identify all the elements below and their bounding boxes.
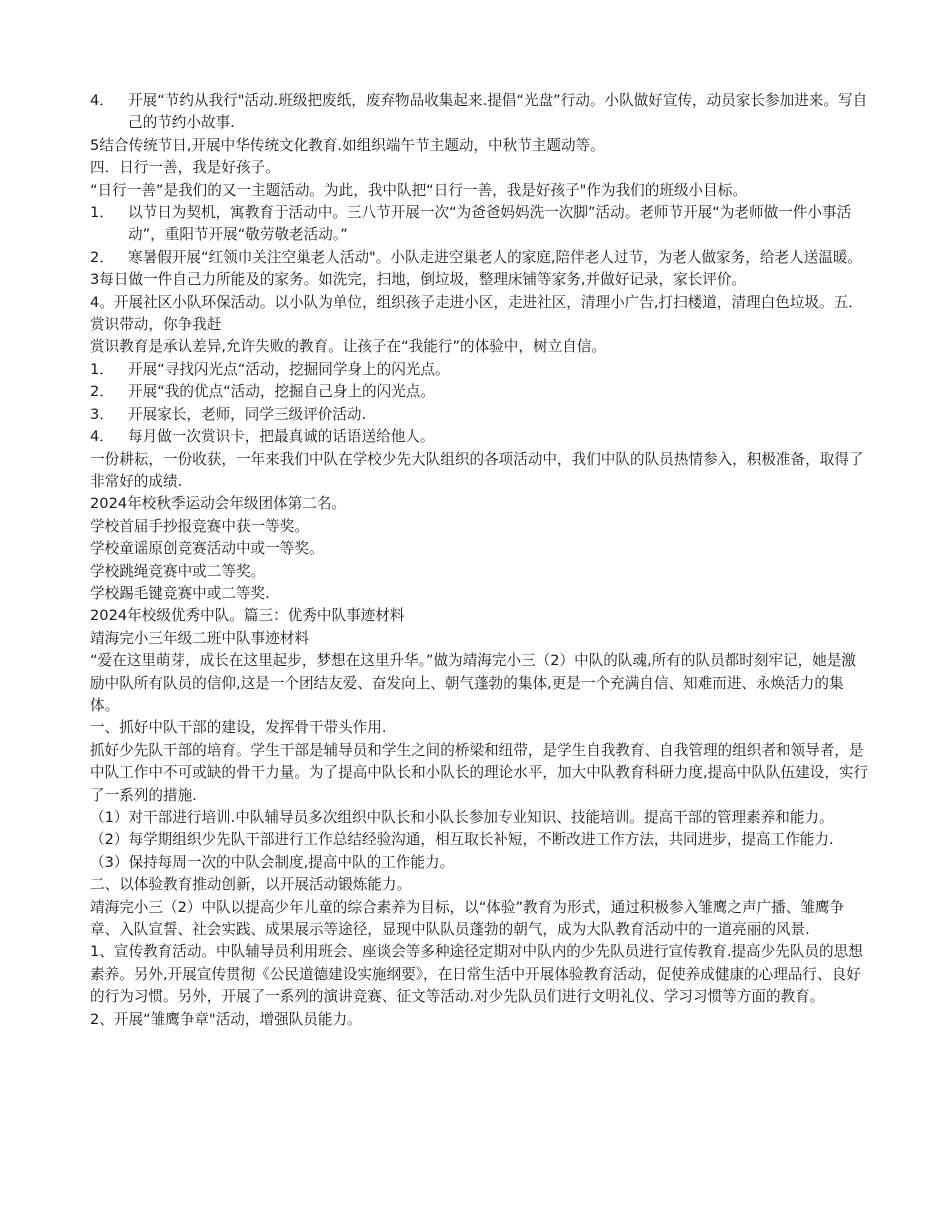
item-number: 2． — [90, 248, 114, 266]
item-text: 每月做一次赏识卡，把最真诚的话语送给他人。 — [128, 428, 435, 446]
paragraph: 赏识教育是承认差异,允许失败的教育。让孩子在“我能行”的体验中，树立自信。 — [90, 338, 606, 356]
paragraph: 3每日做一件自己力所能及的家务。如洗完，扫地，倒垃圾，整理床铺等家务,并做好记录，家长评价。 — [90, 271, 747, 289]
item-text: 开展“节约从我行"活动.班级把废纸，废弃物品收集起来.提倡“光盘”行动。小队做好宣传，动员家长参加进来。写自己的节约小故事. — [128, 92, 868, 132]
paragraph: 4。开展社区小队环保活动。以小队为单位，组织孩子走进小区，走进社区，清理小广告,打扫楼道，清理白色垃圾。五．赏识带动，你争我赶 — [90, 293, 863, 334]
numbered-item — [90, 247, 870, 269]
paragraph: “爱在这里萌芽，成长在这里起步，梦想在这里升华。”做为靖海完小三（2）中队的队魂,所有的队员都时刻牢记，她是激励中队所有队员的信仰,这是一个团结友爱、奋发向上、朝气蓬勃的集体,更是一个充满自信、知难而进、永焕活力的集体。 — [90, 652, 857, 714]
paragraph: 学校首届手抄报竞赛中获一等奖。 — [90, 517, 309, 535]
paragraph: “日行一善”是我们的又一主题活动。为此，我中队把“日行一善，我是好孩子"作为我们的班级小目标。 — [90, 181, 747, 199]
paragraph: （1）对干部进行培训.中队辅导员多次组织中队长和小队长参加专业知识、技能培训。提高干部的管理素养和能力。 — [90, 809, 834, 826]
item-text: 开展“我的优点“活动，挖掘自己身上的闪光点。 — [128, 383, 435, 401]
paragraph: 四．日行一善，我是好孩子。 — [90, 159, 280, 177]
numbered-item — [90, 90, 870, 135]
paragraph: 5结合传统节日,开展中华传统文化教育.如组织端午节主题动，中秋节主题动等。 — [90, 136, 605, 154]
item-number: 4． — [90, 92, 114, 109]
numbered-item — [90, 404, 870, 426]
paragraph: 一份耕耘，一份收获，一年来我们中队在学校少先大队组织的各项活动中，我们中队的队员热情参入，积极准备，取得了非常好的成绩. — [90, 450, 864, 490]
numbered-item — [90, 426, 870, 448]
paragraph: 学校跳绳竞赛中或二等奖。 — [90, 562, 266, 580]
paragraph: （2）每学期组织少先队干部进行工作总结经验沟通，相互取长补短，不断改进工作方法，共同进步，提高工作能力. — [90, 831, 834, 849]
item-text: 开展家长，老师，同学三级评价活动. — [128, 405, 367, 423]
paragraph: 抓好少先队干部的培育。学生干部是辅导员和学生之间的桥梁和纽带，是学生自我教育、自我管理的组织者和领导者，是中队工作中不可或缺的骨干力量。为了提高中队长和小队长的理论水平，加大中队教育科研力度,提高中队队伍建设，实行了一系列的措施. — [90, 741, 869, 804]
paragraph: 一、抓好中队干部的建设，发挥骨干带头作用. — [90, 719, 387, 737]
item-text: 开展“寻找闪光点“活动，挖掘同学身上的闪光点。 — [128, 360, 450, 378]
item-text: 以节日为契机，寓教育于活动中。三八节开展一次“为爸爸妈妈洗一次脚”活动。老师节开展“为老师做一件小事活动”，重阳节开展“敬劳敬老活动。” — [128, 204, 852, 244]
paragraph: 学校踢毛键竞赛中或二等奖. — [90, 584, 270, 602]
numbered-item — [90, 359, 870, 381]
paragraph: 靖海完小三（2）中队以提高少年儿童的综合素养为目标，以“体验”教育为形式，通过积极参入雏鹰之声广播、雏鹰争章、入队宣誓、社会实践、成果展示等途径，显现中队队员蓬勃的朝气，成为大队教育活动中的一道亮丽的风景. — [90, 898, 845, 939]
numbered-item — [90, 202, 870, 247]
item-text: 寒暑假开展“红领巾关注空巢老人活动"。小队走进空巢老人的家庭,陪伴老人过节，为老人做家务，给老人送温暖。 — [128, 248, 863, 266]
paragraph: 2024年校级优秀中队。篇三：优秀中队事迹材料 — [90, 607, 405, 625]
paragraph: 学校童谣原创竞赛活动中或一等奖。 — [90, 540, 324, 558]
numbered-item — [90, 381, 870, 403]
item-number: 4． — [90, 428, 114, 446]
item-number: 2． — [90, 383, 114, 401]
paragraph: （3）保持每周一次的中队会制度,提高中队的工作能力。 — [90, 853, 455, 871]
paragraph: 2024年校秋季运动会年级团体第二名。 — [90, 495, 347, 513]
item-number: 3． — [90, 405, 114, 423]
paragraph: 靖海完小三年级二班中队事迹材料 — [90, 629, 309, 647]
paragraph: 1、宣传教育活动。中队辅导员利用班会、座谈会等多种途径定期对中队内的少先队员进行宣传教育.提高少先队员的思想素养。另外,开展宣传贯彻《公民道德建设实施纲要》，在日常生活中开展体验教育活动，促使养成健康的心理品行、良好的行为习惯。另外，开展了一系列的演讲竞赛、征文等活动.对少先队员们进行文明礼仪、学习习惯等方面的教育。 — [90, 943, 863, 1006]
item-number: 1． — [90, 204, 114, 222]
paragraph: 二、以体验教育推动创新，以开展活动锻炼能力。 — [90, 876, 412, 894]
paragraph: 2、开展“雏鹰争章"活动，增强队员能力。 — [90, 1010, 362, 1028]
item-number: 1． — [90, 360, 114, 378]
